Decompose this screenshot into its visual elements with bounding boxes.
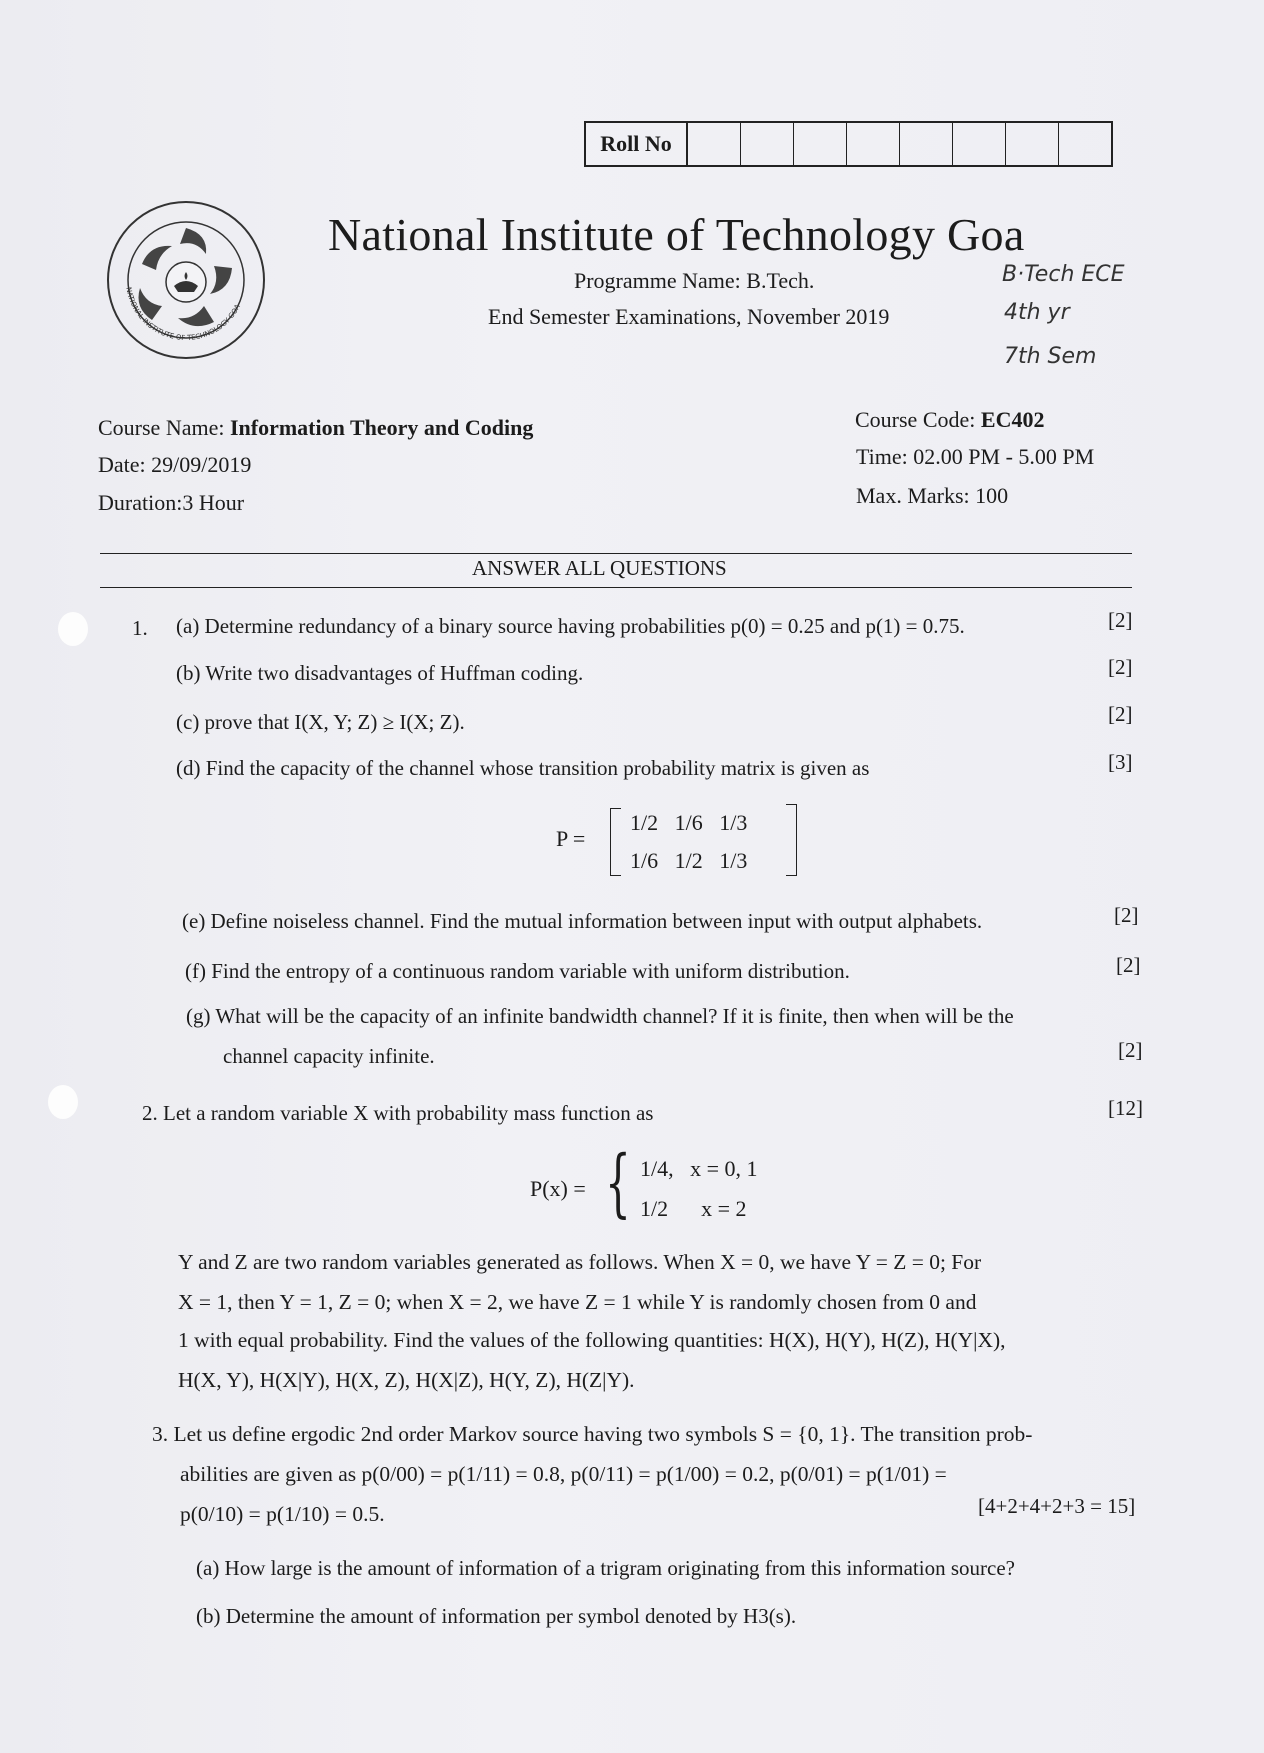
question-2-para-1: Y and Z are two random variables generated as follows. When X = 0, we have Y = Z = 0; For <box>178 1250 982 1274</box>
handwritten-note-1: B·Tech ECE <box>1002 262 1125 287</box>
handwritten-note-2: 4th yr <box>1004 300 1070 325</box>
matrix-row-1: 1/2 1/6 1/3 <box>630 810 748 835</box>
question-2-marks: [12] <box>1108 1096 1143 1120</box>
roll-cell <box>741 123 794 165</box>
roll-cell <box>794 123 847 165</box>
question-1f: (f) Find the entropy of a continuous random variable with uniform distribution. <box>185 959 850 983</box>
course-code-label: Course Code: <box>855 407 976 432</box>
question-1g-marks: [2] <box>1118 1038 1143 1062</box>
question-2-para-2: X = 1, then Y = 1, Z = 0; when X = 2, we have Z = 1 while Y is randomly chosen from 0 and <box>178 1290 977 1314</box>
question-3-line-2: abilities are given as p(0/00) = p(1/11) = 0.8, p(0/11) = p(1/00) = 0.2, p(0/01) = p(1/01) = <box>180 1462 947 1486</box>
question-1d-marks: [3] <box>1108 750 1133 774</box>
question-3-line-1: 3. Let us define ergodic 2nd order Markov source having two symbols S = {0, 1}. The transition prob- <box>152 1422 1033 1446</box>
question-1c-marks: [2] <box>1108 702 1133 726</box>
punch-hole <box>58 612 88 646</box>
course-name-label: Course Name: <box>98 415 225 440</box>
divider-top <box>100 553 1132 554</box>
roll-cell <box>847 123 900 165</box>
institute-seal-logo <box>104 198 268 362</box>
roll-cell <box>1059 123 1111 165</box>
roll-cell <box>900 123 953 165</box>
course-code-line <box>855 407 1044 433</box>
seal-lettering: NATIONAL INSTITUTE OF TECHNOLOGY GOA <box>124 286 242 343</box>
question-1-number: 1. <box>132 616 148 640</box>
exam-duration: Duration:3 Hour <box>98 490 245 515</box>
max-marks: Max. Marks: 100 <box>856 483 1009 508</box>
roll-number-box <box>584 121 1113 167</box>
matrix-row-2: 1/6 1/2 1/3 <box>630 848 748 873</box>
question-3a: (a) How large is the amount of information of a trigram originating from this information source? <box>196 1556 1015 1580</box>
question-1b: (b) Write two disadvantages of Huffman coding. <box>176 661 584 685</box>
question-1e: (e) Define noiseless channel. Find the mutual information between input with output alphabets. <box>182 909 983 933</box>
question-3-marks: [4+2+4+2+3 = 15] <box>978 1494 1136 1518</box>
question-3-line-3: p(0/10) = p(1/10) = 0.5. <box>180 1502 385 1526</box>
question-2-para-3: 1 with equal probability. Find the values of the following quantities: H(X), H(Y), H(Z), H(Y|X), <box>178 1328 1006 1352</box>
exam-date: Date: 29/09/2019 <box>98 452 252 477</box>
matrix-label: P = <box>556 826 586 851</box>
roll-cell <box>688 123 741 165</box>
course-name-line <box>98 415 533 441</box>
exam-time: Time: 02.00 PM - 5.00 PM <box>856 444 1095 469</box>
question-3b: (b) Determine the amount of information per symbol denoted by H3(s). <box>196 1604 797 1628</box>
divider-bottom <box>100 587 1132 588</box>
exam-name: End Semester Examinations, November 2019 <box>488 304 890 329</box>
instructions: ANSWER ALL QUESTIONS <box>472 556 727 580</box>
pmf-row-2: 1/2 x = 2 <box>640 1196 747 1221</box>
roll-label: Roll No <box>586 123 688 165</box>
punch-hole <box>48 1085 78 1119</box>
matrix-bracket-right <box>786 804 797 876</box>
course-name: Information Theory and Coding <box>229 415 534 440</box>
institute-name: National Institute of Technology Goa <box>328 209 1025 260</box>
question-1d: (d) Find the capacity of the channel whose transition probability matrix is given as <box>176 756 870 780</box>
roll-cell <box>1006 123 1059 165</box>
question-1a-marks: [2] <box>1108 608 1133 632</box>
question-1e-marks: [2] <box>1114 903 1139 927</box>
roll-cell <box>953 123 1006 165</box>
course-code: EC402 <box>980 407 1045 432</box>
question-1b-marks: [2] <box>1108 655 1133 679</box>
question-2-para-4: H(X, Y), H(X|Y), H(X, Z), H(X|Z), H(Y, Z), H(Z|Y). <box>178 1368 635 1392</box>
pmf-label: P(x) = <box>530 1176 586 1201</box>
question-1f-marks: [2] <box>1116 953 1141 977</box>
question-1g-line-1: (g) What will be the capacity of an infinite bandwidth channel? If it is finite, then when will be the <box>186 1004 1014 1028</box>
question-1g-line-2: channel capacity infinite. <box>223 1044 435 1068</box>
question-1c: (c) prove that I(X, Y; Z) ≥ I(X; Z). <box>176 710 465 734</box>
question-1a: (a) Determine redundancy of a binary source having probabilities p(0) = 0.25 and p(1) = 0.75. <box>176 614 965 638</box>
pmf-row-1: 1/4, x = 0, 1 <box>640 1156 758 1181</box>
matrix-bracket-left <box>610 808 621 876</box>
handwritten-note-3: 7th Sem <box>1004 344 1097 369</box>
question-2-line: 2. Let a random variable X with probability mass function as <box>142 1101 654 1125</box>
programme-name: Programme Name: B.Tech. <box>574 268 815 293</box>
pmf-brace: { <box>605 1140 631 1226</box>
